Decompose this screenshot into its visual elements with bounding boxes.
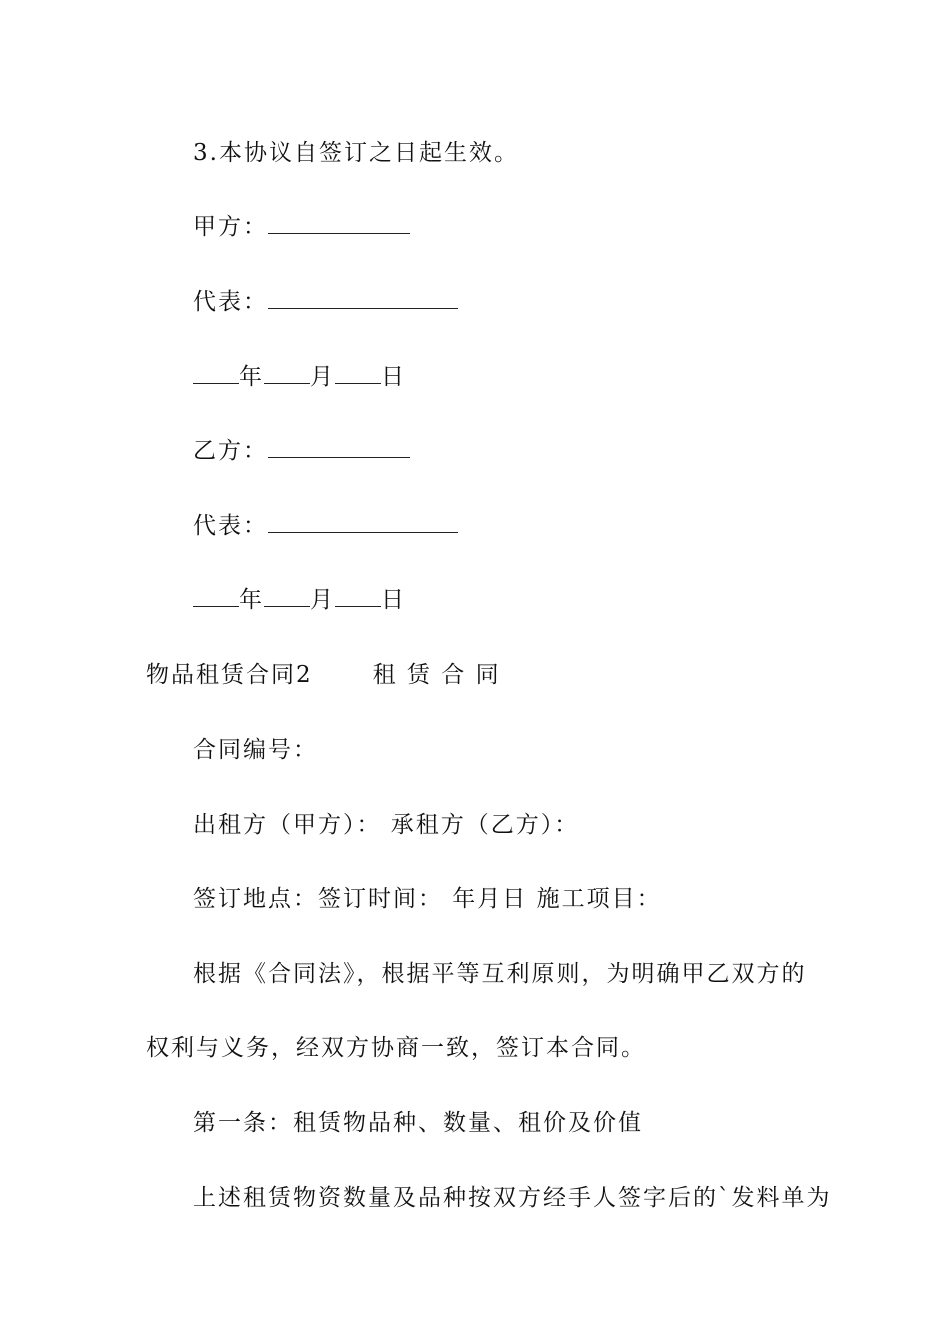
effective-clause: 3.本协议自签订之日起生效。 — [193, 140, 519, 166]
party-a-line — [193, 212, 410, 242]
month-label: 月 — [310, 364, 335, 390]
rep-a-label: 代表： — [193, 289, 268, 315]
lessor-lessee: 出租方（甲方）： 承租方（乙方）： — [193, 812, 580, 838]
rep-a-line — [193, 287, 458, 317]
party-b-label: 乙方： — [193, 438, 268, 464]
paragraph-1-line-1: 根据《合同法》，根据平等互利原则，为明确甲乙双方的 — [193, 961, 807, 987]
section-heading-line — [146, 660, 501, 690]
date-a-line — [193, 362, 406, 392]
day-label: 日 — [381, 587, 406, 613]
contract-title: 租 赁 合 同 — [372, 662, 501, 688]
rep-b-label: 代表： — [193, 513, 268, 539]
month-blank — [264, 363, 310, 384]
month-label: 月 — [310, 587, 335, 613]
article-1-heading: 第一条：租赁物品种、数量、租价及价值 — [193, 1110, 643, 1136]
day-label: 日 — [381, 364, 406, 390]
year-blank — [193, 363, 239, 384]
day-blank — [335, 363, 381, 384]
sign-place-time: 签订地点：签订时间： 年月日 施工项目： — [193, 886, 662, 912]
year-label: 年 — [239, 587, 264, 613]
paragraph-1-line-2: 权利与义务，经双方协商一致，签订本合同。 — [146, 1035, 646, 1061]
contract-number: 合同编号： — [193, 737, 318, 763]
day-blank — [335, 586, 381, 607]
month-blank — [264, 586, 310, 607]
year-blank — [193, 586, 239, 607]
section-heading: 物品租赁合同2 — [146, 662, 313, 688]
date-b-line — [193, 585, 406, 615]
party-b-blank — [268, 437, 410, 458]
rep-b-line — [193, 511, 458, 541]
rep-b-blank — [268, 512, 458, 533]
party-a-blank — [268, 213, 410, 234]
party-b-line — [193, 436, 410, 466]
rep-a-blank — [268, 288, 458, 309]
party-a-label: 甲方： — [193, 214, 268, 240]
paragraph-2-line-1: 上述租赁物资数量及品种按双方经手人签字后的`发料单为 — [193, 1185, 832, 1211]
year-label: 年 — [239, 364, 264, 390]
